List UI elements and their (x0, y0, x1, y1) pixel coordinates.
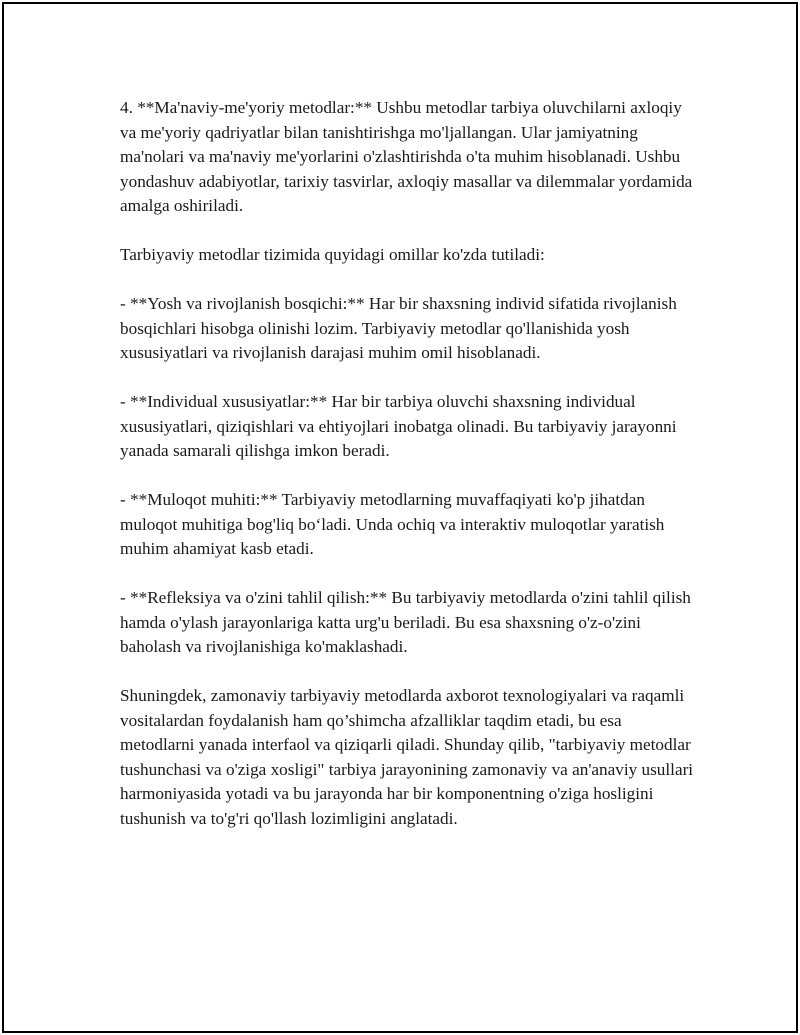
list-item-individual-traits: - **Individual xususiyatlar:** Har bir tarbiya oluvchi shaxsning individual xususiyatlari, qiziqishlari va ehtiyojlari inobatga olinadi. Bu tarbiyaviy jarayonni yanada samarali qilishga imkon beradi. (120, 392, 677, 460)
list-item-reflection: - **Refleksiya va o'zini tahlil qilish:** Bu tarbiyaviy metodlarda o'zini tahlil qilish hamda o'ylash jarayonlariga katta urg'u beriladi. Bu esa shaxsning o'z-o'zini baholash va rivojlanishiga ko'maklashadi. (120, 588, 691, 656)
paragraph-moral-methods: 4. **Ma'naviy-me'yoriy metodlar:** Ushbu metodlar tarbiya oluvchilarni axloqiy va me'yoriy qadriyatlar bilan tanishtirishga mo'ljallangan. Ular jamiyatning ma'nolari va ma'naviy me'yorlarini o'zlashtirishda o'ta muhim hisoblanadi. Ushbu yondashuv adabiyotlar, tarixiy tasvirlar, axloqiy masallar va dilemmalar yordamida amalga oshiriladi. (120, 98, 693, 215)
list-item-communication: - **Muloqot muhiti:** Tarbiyaviy metodlarning muvaffaqiyati ko'p jihatdan muloqot muhitiga bog'liq bo‘ladi. Unda ochiq va interaktiv muloqotlar yaratish muhim ahamiyat kasb etadi. (120, 490, 665, 558)
paragraph-conclusion: Shuningdek, zamonaviy tarbiyaviy metodlarda axborot texnologiyalari va raqamli vositalardan foydalanish ham qo’shimcha afzalliklar taqdim etadi, bu esa metodlarni yanada interfaol va qiziqarli qiladi. Shunday qilib, "tarbiyaviy metodlar tushunchasi va o'ziga xosligi" tarbiya jarayonining zamonaviy va an'anaviy usullari harmoniyasida yotadi va bu jarayonda har bir komponentning o'ziga hosligini tushunish va to'g'ri qo'llash lozimligini anglatadi. (120, 686, 694, 828)
page-frame (2, 2, 798, 1033)
paragraph-factors-intro: Tarbiyaviy metodlar tizimida quyidagi omillar ko'zda tutiladi: (120, 245, 545, 264)
list-item-age-stage: - **Yosh va rivojlanish bosqichi:** Har bir shaxsning individ sifatida rivojlanish bosqichlari hisobga olinishi lozim. Tarbiyaviy metodlar qo'llanishida yosh xususiyatlari va rivojlanish darajasi muhim omil hisoblanadi. (120, 294, 677, 362)
document-body (120, 96, 700, 856)
